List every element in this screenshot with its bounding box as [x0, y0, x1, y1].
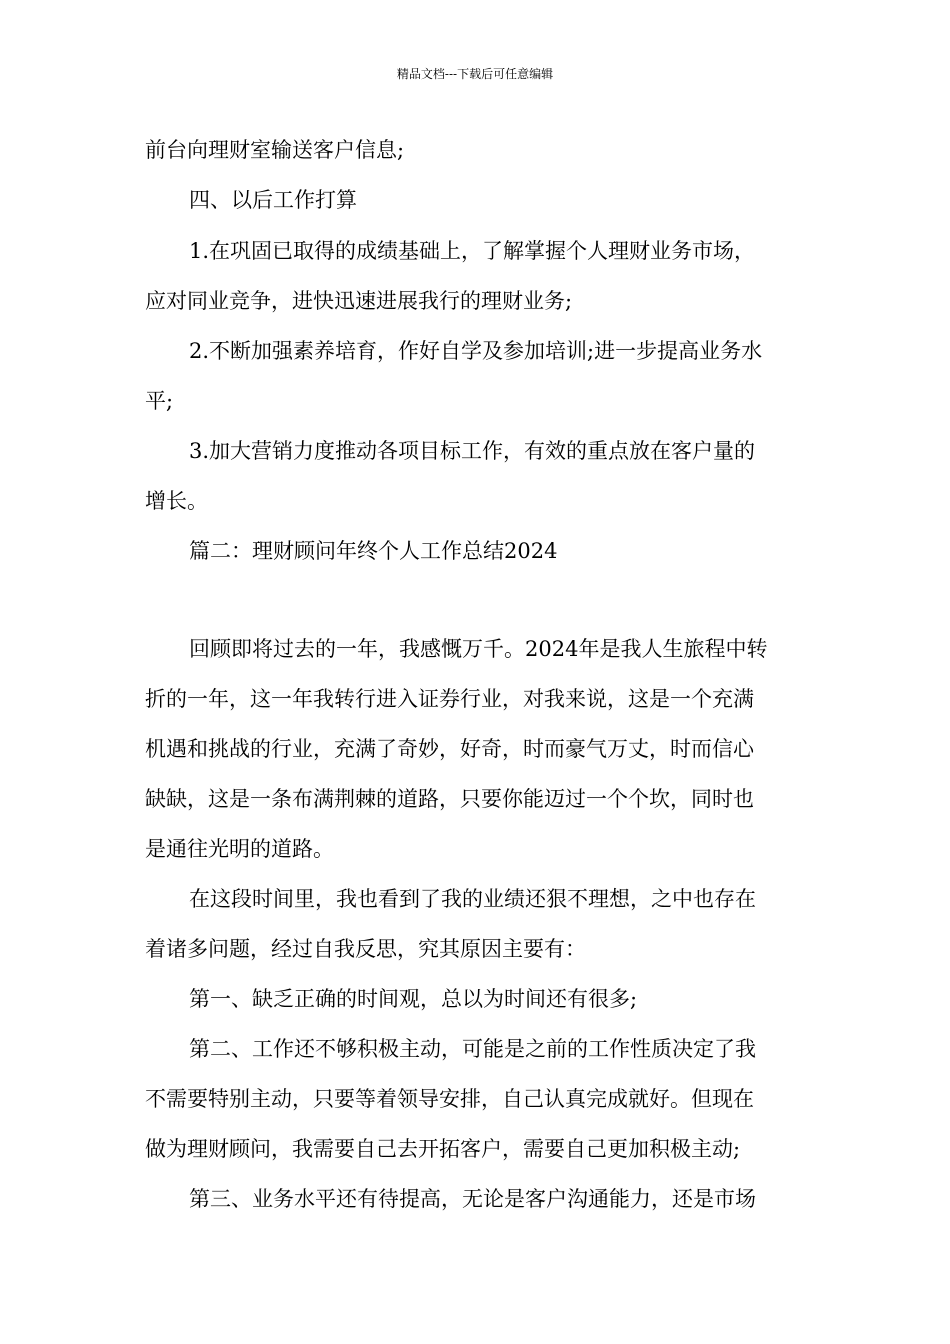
text-line: 前台向理财室输送客户信息;: [145, 138, 405, 162]
paragraph-line: 是通往光明的道路。: [145, 837, 334, 861]
paragraph-line: 回顾即将过去的一年，我感慨万千。2024年是我人生旅程中转: [189, 637, 768, 661]
paragraph-line: 第三、业务水平还有待提高，无论是客户沟通能力，还是市场: [189, 1187, 756, 1211]
page-header: 精品文档---下载后可任意编辑: [396, 67, 554, 81]
paragraph-line: 缺缺，这是一条布满荆棘的道路，只要你能迈过一个个坎，同时也: [145, 787, 754, 811]
paragraph-line: 在这段时间里，我也看到了我的业绩还狠不理想，之中也存在: [189, 887, 756, 911]
list-item: 1.在巩固已取得的成绩基础上，了解掌握个人理财业务市场，: [189, 239, 756, 263]
list-item: 3.加大营销力度推动各项目标工作，有效的重点放在客户量的: [189, 439, 756, 463]
text-line: 平;: [145, 389, 174, 413]
paragraph-line: 不需要特别主动，只要等着领导安排，自己认真完成就好。但现在: [145, 1087, 754, 1111]
text-line: 应对同业竞争，进快迅速进展我行的理财业务;: [145, 289, 573, 313]
paragraph-line: 着诸多问题，经过自我反思，究其原因主要有：: [145, 937, 586, 961]
paragraph-line: 第一、缺乏正确的时间观，总以为时间还有很多;: [189, 987, 638, 1011]
text-line: 增长。: [145, 489, 208, 513]
paragraph-line: 第二、工作还不够积极主动，可能是之前的工作性质决定了我: [189, 1037, 756, 1061]
article-title: 篇二：理财顾问年终个人工作总结2024: [189, 539, 558, 563]
paragraph-line: 机遇和挑战的行业，充满了奇妙，好奇，时而豪气万丈，时而信心: [145, 737, 754, 761]
paragraph-line: 折的一年，这一年我转行进入证券行业，对我来说，这是一个充满: [145, 687, 754, 711]
section-heading: 四、以后工作打算: [189, 188, 357, 212]
paragraph-line: 做为理财顾问，我需要自己去开拓客户，需要自己更加积极主动;: [145, 1137, 741, 1161]
list-item: 2.不断加强素养培育，作好自学及参加培训;进一步提高业务水: [189, 339, 763, 363]
